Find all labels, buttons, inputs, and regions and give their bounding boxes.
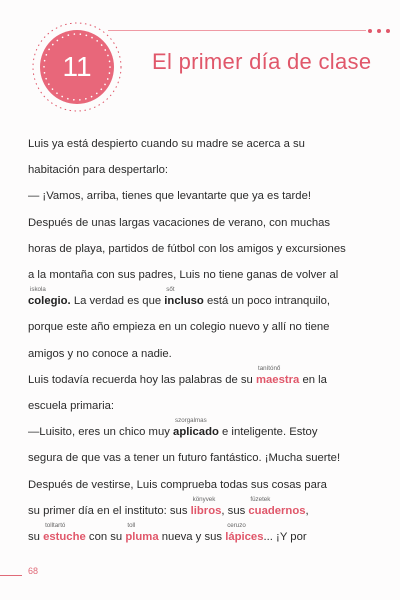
text-line bbox=[28, 243, 373, 255]
text-segment: escuela primaria: bbox=[28, 400, 115, 412]
text-segment: — ¡Vamos, arriba, tienes que levantarte que ya es tarde! bbox=[28, 190, 311, 203]
page-number: 68 bbox=[28, 566, 39, 576]
chapter-number: 11 bbox=[62, 51, 92, 82]
text-segment: , bbox=[305, 504, 309, 517]
text-line bbox=[28, 400, 373, 412]
gloss-translation: iskola bbox=[30, 286, 46, 294]
gloss-translation: tanítónő bbox=[257, 364, 281, 372]
text-segment: —Luisito, eres un chico muy bbox=[28, 426, 174, 439]
header-dot bbox=[377, 29, 381, 33]
text-segment: está un poco intranquilo, bbox=[203, 295, 331, 308]
text-segment: porque este año empieza en un colegio nuevo y allí no tiene bbox=[28, 321, 330, 334]
vocab-word: incluso bbox=[164, 295, 204, 308]
vocab-word: cuadernos bbox=[248, 504, 306, 517]
text-segment: con su bbox=[85, 531, 126, 543]
text-line bbox=[28, 505, 373, 517]
text-segment: Después de vestirse, Luis comprueba todas sus cosas para bbox=[28, 478, 327, 491]
vocab-word: libros bbox=[190, 504, 222, 517]
gloss-translation: tolltartó bbox=[45, 522, 66, 529]
vocab-word: lápices bbox=[225, 531, 264, 543]
text-segment: amigos y no conoce a nadie. bbox=[28, 347, 172, 360]
text-line bbox=[28, 321, 373, 333]
text-segment: e inteligente. Estoy bbox=[218, 426, 318, 439]
text-line bbox=[28, 426, 373, 438]
text-segment: su bbox=[28, 531, 44, 543]
vocab-word: aplicado bbox=[173, 426, 219, 439]
text-line bbox=[28, 190, 373, 202]
text-segment: Luis ya está despierto cuando su madre se acerca a su bbox=[28, 138, 305, 150]
text-segment: Luis todavía recuerda hoy las palabras de su bbox=[28, 373, 256, 386]
text-segment: , sus bbox=[221, 504, 249, 517]
text-line bbox=[28, 479, 373, 491]
text-segment: en la bbox=[299, 373, 327, 386]
text-line bbox=[28, 452, 373, 464]
gloss-translation: ceruzo bbox=[227, 522, 246, 529]
text-segment: ... ¡Y por bbox=[263, 531, 307, 543]
text-line bbox=[28, 374, 373, 386]
text-segment: habitación para despertarlo: bbox=[28, 164, 169, 177]
header-rule bbox=[108, 30, 366, 31]
gloss-translation: szorgalmas bbox=[175, 417, 207, 425]
vocab-word: colegio. bbox=[28, 295, 71, 308]
text-line bbox=[28, 164, 373, 176]
text-segment: horas de playa, partidos de fútbol con los amigos y excursiones bbox=[28, 242, 346, 255]
vocab-word: maestra bbox=[255, 373, 300, 386]
chapter-badge bbox=[28, 18, 126, 116]
vocab-word: pluma bbox=[125, 531, 159, 543]
gloss-translation: füzetek bbox=[250, 495, 271, 503]
vocab-word: estuche bbox=[43, 531, 86, 543]
gloss-translation: sőt bbox=[166, 286, 175, 294]
footer-rule bbox=[0, 575, 22, 576]
text-line bbox=[28, 269, 373, 281]
text-line bbox=[28, 217, 373, 229]
text-segment: su primer día en el instituto: sus bbox=[28, 504, 191, 517]
gloss-translation: toll bbox=[127, 522, 136, 529]
text-segment: nueva y sus bbox=[158, 531, 226, 543]
text-segment: Después de unas largas vacaciones de verano, con muchas bbox=[28, 216, 331, 229]
text-segment: a la montaña con sus padres, Luis no tiene ganas de volver al bbox=[28, 269, 339, 281]
gloss-translation: könyvek bbox=[192, 495, 216, 503]
text-line bbox=[28, 138, 373, 150]
header-dot bbox=[386, 29, 390, 33]
text-line bbox=[28, 295, 373, 307]
chapter-title: El primer día de clase bbox=[152, 49, 372, 74]
text-line bbox=[28, 348, 373, 360]
text-segment: segura de que vas a tener un futuro fantástico. ¡Mucha suerte! bbox=[28, 452, 341, 465]
text-line bbox=[28, 531, 373, 543]
header-dot bbox=[368, 29, 372, 33]
text-segment: La verdad es que bbox=[70, 295, 165, 308]
